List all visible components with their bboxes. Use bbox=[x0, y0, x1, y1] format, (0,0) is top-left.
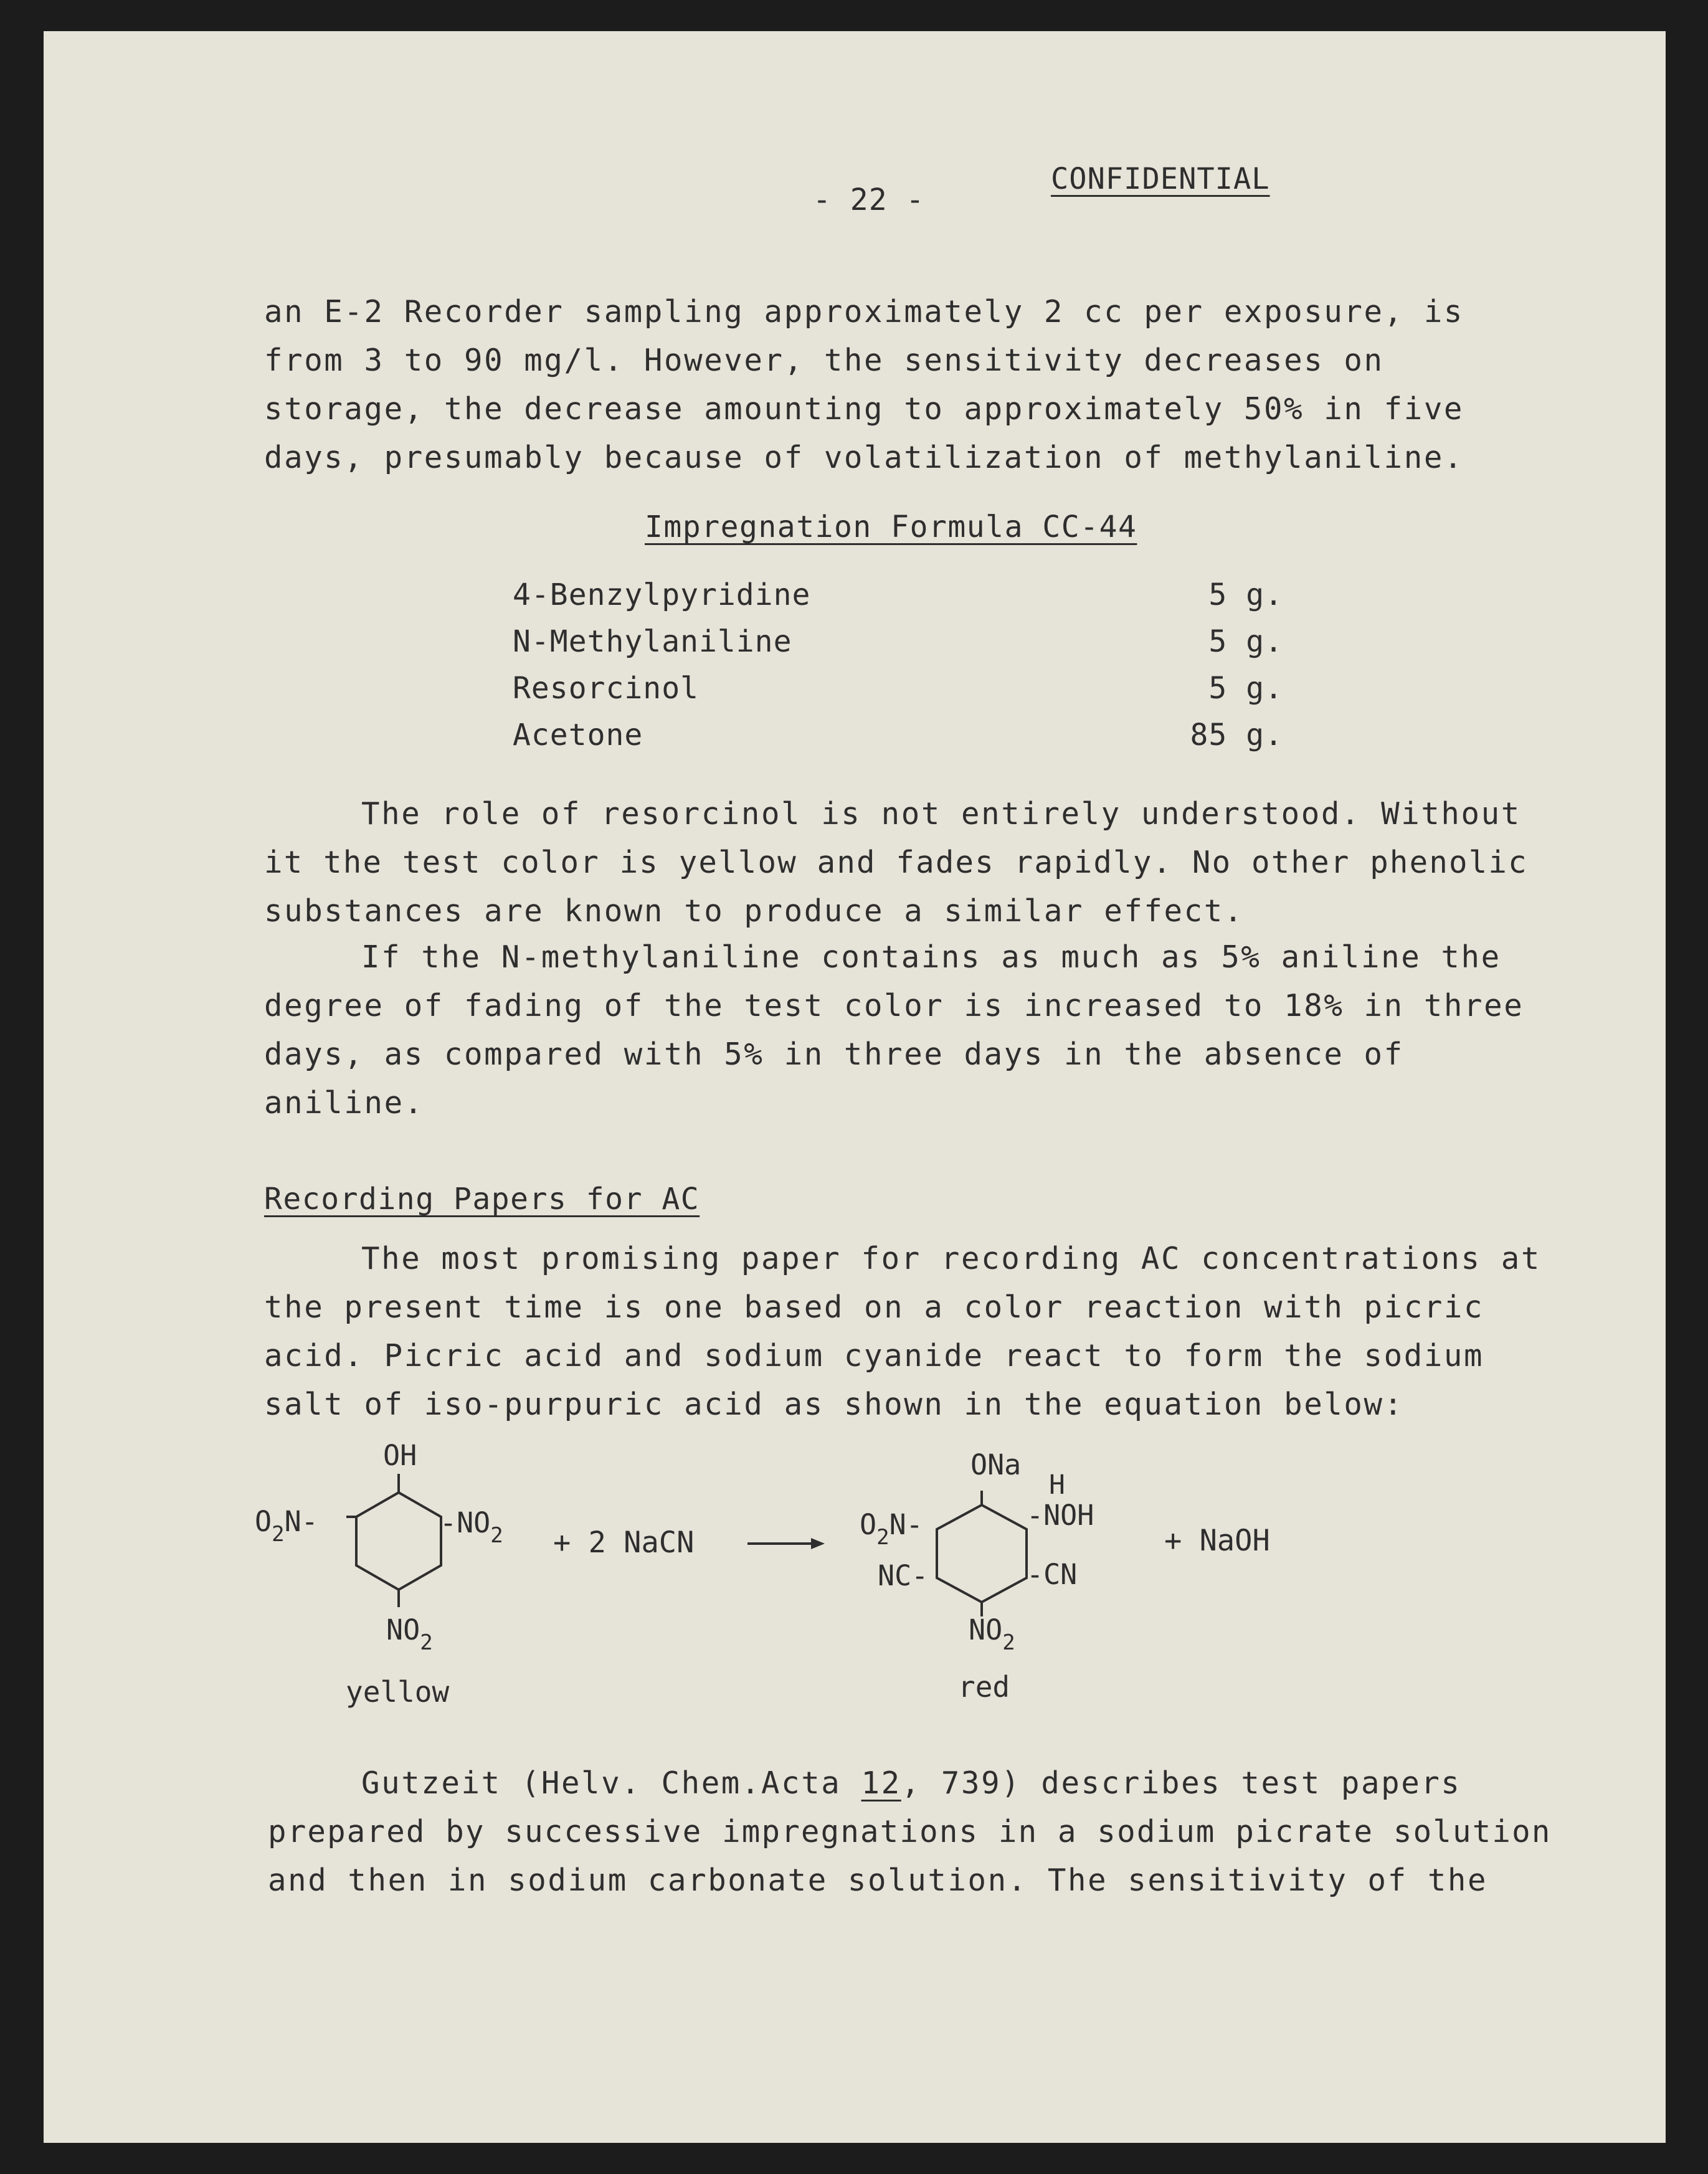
group-h: H bbox=[1049, 1469, 1065, 1501]
group-ona: ONa bbox=[970, 1448, 1022, 1481]
text-line: an E-2 Recorder sampling approximately 2 cc per exposure, is bbox=[264, 294, 1464, 330]
text-line: aniline. bbox=[264, 1085, 424, 1121]
ingredient-name: Acetone bbox=[513, 718, 643, 752]
document-page bbox=[44, 31, 1666, 2143]
group-noh: -NOH bbox=[1027, 1499, 1094, 1532]
text-line: it the test color is yellow and fades rapidly. No other phenolic bbox=[264, 845, 1528, 880]
ingredient-name: N-Methylaniline bbox=[513, 624, 792, 659]
text-line: and then in sodium carbonate solution. The sensitivity of the bbox=[268, 1863, 1488, 1898]
group-no2-left: $O_2N-$ bbox=[860, 1508, 923, 1550]
text-line: The most promising paper for recording AC concentrations at bbox=[361, 1241, 1541, 1276]
citation-text: Gutzeit (Helv. Chem.Acta bbox=[361, 1765, 861, 1801]
ingredient-amount: 85 g. bbox=[1190, 718, 1283, 752]
ingredient-amount: 5 g. bbox=[1208, 577, 1283, 612]
color-label-yellow: yellow bbox=[346, 1675, 450, 1709]
text-line: substances are known to produce a similar effect. bbox=[264, 893, 1244, 929]
byproduct-label: + NaOH bbox=[1164, 1524, 1270, 1558]
formula-title: Impregnation Formula CC-44 bbox=[645, 510, 1137, 544]
text-line: the present time is one based on a color reaction with picric bbox=[264, 1289, 1484, 1325]
text-line bbox=[361, 1765, 1461, 1801]
group-no2-left: $O_2N-$ bbox=[255, 1505, 318, 1547]
reagent-label: + 2 NaCN bbox=[553, 1526, 695, 1560]
group-cn: -CN bbox=[1027, 1558, 1078, 1591]
group-nc: NC- bbox=[878, 1559, 929, 1592]
group-no2-bottom: $NO_2$ bbox=[969, 1613, 1015, 1655]
iso-purpurate-structure bbox=[860, 1448, 1094, 1704]
text-line: If the N-methylaniline contains as much as 5% aniline the bbox=[361, 939, 1501, 975]
text-line: acid. Picric acid and sodium cyanide react to form the sodium bbox=[264, 1338, 1484, 1374]
text-line: prepared by successive impregnations in a sodium picrate solution bbox=[268, 1814, 1552, 1849]
text-line: The role of resorcinol is not entirely understood. Without bbox=[361, 796, 1521, 832]
color-label-red: red bbox=[958, 1670, 1010, 1704]
group-oh: OH bbox=[383, 1439, 417, 1472]
benzene-ring bbox=[356, 1493, 441, 1590]
ring bbox=[937, 1505, 1027, 1602]
text-line: salt of iso-purpuric acid as shown in the equation below: bbox=[264, 1387, 1404, 1422]
classification-mark: CONFIDENTIAL bbox=[1051, 162, 1270, 196]
text-line: days, presumably because of volatilization of methylaniline. bbox=[264, 440, 1464, 475]
ingredient-amount: 5 g. bbox=[1208, 671, 1283, 706]
text-line: degree of fading of the test color is increased to 18% in three bbox=[264, 988, 1524, 1023]
citation-text: , 739) describes test papers bbox=[901, 1765, 1461, 1801]
picric-acid-structure bbox=[255, 1439, 503, 1709]
group-no2-bottom: $NO_2$ bbox=[386, 1613, 433, 1655]
text-line: from 3 to 90 mg/l. However, the sensitivity decreases on bbox=[264, 343, 1384, 378]
ingredient-name: 4-Benzylpyridine bbox=[513, 577, 811, 612]
section-heading: Recording Papers for AC bbox=[264, 1182, 700, 1217]
ingredient-name: Resorcinol bbox=[513, 671, 699, 706]
ingredient-amount: 5 g. bbox=[1208, 624, 1283, 659]
page-number: - 22 - bbox=[813, 183, 925, 217]
reaction-arrow bbox=[747, 1538, 825, 1549]
group-no2-right: $-NO_2$ bbox=[440, 1506, 503, 1548]
text-line: days, as compared with 5% in three days in the absence of bbox=[264, 1037, 1404, 1072]
journal-volume: 12 bbox=[861, 1765, 901, 1801]
text-line: storage, the decrease amounting to approximately 50% in five bbox=[264, 391, 1464, 427]
